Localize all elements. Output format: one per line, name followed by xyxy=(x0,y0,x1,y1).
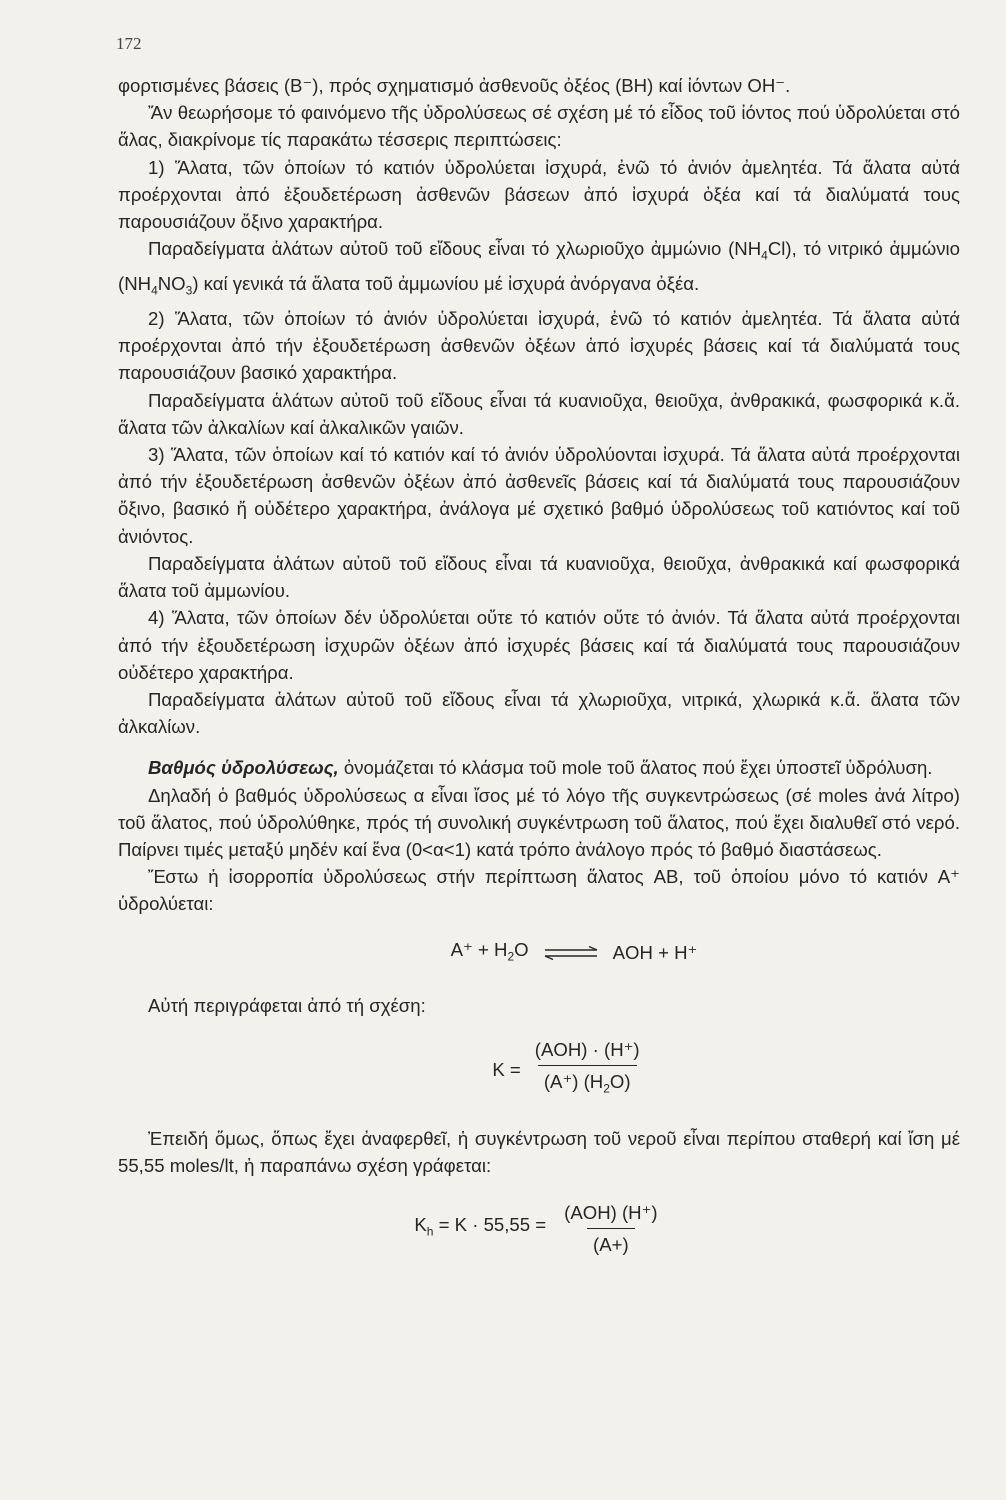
case-2-examples: Παραδείγματα ἁλάτων αὐτοῦ τοῦ εἴδους εἶναι τά κυανιοῦχα, θειοῦχα, ἀνθρακικά, φωσφορικά κ.ἄ. ἅλατα τῶν ἀλκαλίων καί ἀλκαλικῶν γαιῶν. xyxy=(118,389,960,438)
intro-paragraph: Ἄν θεωρήσομε τό φαινόμενο τῆς ὑδρολύσεως σέ σχέση μέ τό εἶδος τοῦ ἰόντος πού ὑδρολύεται στό ἅλας, διακρίνομε τίς παρακάτω τέσσερις περιπτώσεις: xyxy=(118,102,960,151)
case-4-examples: Παραδείγματα ἁλάτων αὐτοῦ τοῦ εἴδους εἶναι τά χλωριοῦχα, νιτρικά, χλωρικά κ.ἄ. ἅλατα τῶν ἀλκαλίων. xyxy=(118,688,960,738)
k-fraction xyxy=(529,1036,646,1103)
k-numerator: (AOH) · (H⁺) xyxy=(534,1038,640,1060)
reaction-right: AOH + H⁺ xyxy=(612,942,698,964)
degree-term: Βαθμός ὑδρολύσεως, xyxy=(148,757,339,779)
case-1: 1) Ἅλατα, τῶν ὁποίων τό κατιόν ὑδρολύεται ἰσχυρά, ἐνῶ τό ἀνιόν ἀμελητέα. Τά ἅλατα αὐτά προέρχονται ἀπό ἐξουδετέρωση ἀσθενῶν βάσεων ἀπό ἰσχυρά ὀξέα καί τά διαλύματά τους παρουσιάζουν ὄξινο χαρακτήρα. xyxy=(118,156,960,233)
k-denominator: (A⁺) $(H_2O)$ xyxy=(538,1065,637,1103)
page-body xyxy=(118,72,960,1259)
page-number: 172 xyxy=(116,34,142,53)
k-lhs: K = xyxy=(492,1058,521,1080)
case-2: 2) Ἅλατα, τῶν ὁποίων τό ἀνιόν ὑδρολύεται ἰσχυρά, ἐνῶ τό κατιόν ἀμελητέα. Τά ἅλατα αὐτά προέρχονται ἀπό τήν ἐξουδετέρωση ἀσθενῶν ὀξέων ἀπό ἰσχυρές βάσεις καί τά διαλύματά τους παρουσιάζουν βασικό χαρακτήρα. xyxy=(118,308,960,384)
reaction-left: $A^+ + H_2O$ xyxy=(450,938,529,964)
described-by: Αὐτή περιγράφεται ἀπό τή σχέση: xyxy=(148,995,426,1017)
case-1-examples: Παραδείγματα ἁλάτων αὐτοῦ τοῦ εἴδους εἶναι τό χλωριοῦχο ἀμμώνιο $(NH_4Cl)$, τό νιτρικό ἀμμώνιο $(NH_4NO_3)$ καί γενικά τά ἅλατα τοῦ ἀμμωνίου μέ ἰσχυρά ἀνόργανα ὀξέα. xyxy=(118,238,960,298)
degree-definition: Βαθμός ὑδρολύσεως, ὀνομάζεται τό κλάσμα τοῦ mole τοῦ ἅλατος πού ἔχει ὑποστεῖ ὑδρόλυση. xyxy=(148,757,933,779)
intro-line: φορτισμένες βάσεις (B⁻), πρός σχηματισμό ἀσθενοῦς ὀξέος (BH) καί ἰόντων OH⁻. xyxy=(118,75,791,96)
case-4: 4) Ἅλατα, τῶν ὁποίων δέν ὑδρολύεται οὔτε τό κατιόν οὔτε τό ἀνιόν. Τά ἅλατα αὐτά προέρχονται ἀπό τήν ἐξουδετέρωση ἰσχυρῶν ὀξέων ἀπό ἰσχυρές βάσεις καί τά διαλύματά τους παρουσιάζουν οὐδέτερο χαρακτήρα. xyxy=(118,607,960,683)
kh-numerator: (AOH) (H⁺) xyxy=(564,1202,658,1224)
hydrolysis-reaction xyxy=(118,936,960,971)
equilibrium-constant-equation xyxy=(118,1036,960,1103)
hydrolysis-constant-equation xyxy=(118,1199,960,1258)
kh-lhs: $K_h = K \cdot 55,55$ = xyxy=(414,1214,547,1240)
degree-paragraph: Δηλαδή ὁ βαθμός ὑδρολύσεως α εἶναι ἴσος μέ τό λόγο τῆς συγκεντρώσεως (σέ moles ἀνά λίτρο) τοῦ ἅλατος, πού ὑδρολύθηκε, πρός τή συνολική συγκέντρωση τοῦ ἅλατος, πού ἔχει διαλυθεῖ στό νερό. Παίρνει τιμές μεταξύ μηδέν καί ἕνα (0<α<1) κατά τρόπο ἀνάλογο πρός τό βαθμό διαστάσεως. xyxy=(118,784,960,860)
case-3: 3) Ἅλατα, τῶν ὁποίων καί τό κατιόν καί τό ἀνιόν ὑδρολύονται ἰσχυρά. Τά ἅλατα αὐτά προέρχονται ἀπό τήν ἐξουδετέρωση ἀσθενῶν ὀξέων ἀπό ἀσθενεῖς βάσεις καί τά διαλύματά τους παρουσιάζουν ὄξινο, βασικό ἤ οὐδέτερο χαρακτήρα, ἀνάλογα μέ σχετικό βαθμό ὑδρολύσεως τοῦ κατιόντος καί τοῦ ἀνιόντος. xyxy=(118,444,960,547)
equilibrium-paragraph: Ἔστω ἡ ἰσορροπία ὑδρολύσεως στήν περίπτωση ἅλατος AB, τοῦ ὁποίου μόνο τό κατιόν A⁺ ὑδρολύεται: xyxy=(118,866,960,915)
kh-fraction xyxy=(558,1199,663,1258)
equilibrium-arrow-icon xyxy=(541,946,601,960)
since-paragraph: Ἐπειδή ὅμως, ὅπως ἔχει ἀναφερθεῖ, ἡ συγκέντρωση τοῦ νεροῦ εἶναι περίπου σταθερή καί ἴση μέ 55,55 moles/lt, ἡ παραπάνω σχέση γράφεται: xyxy=(118,1127,960,1176)
kh-denominator: (A+) xyxy=(587,1228,635,1258)
case-3-examples: Παραδείγματα ἁλάτων αὐτοῦ τοῦ εἴδους εἶναι τά κυανιοῦχα, θειοῦχα, ἀνθρακικά καί φωσφορικά ἅλατα τοῦ ἀμμωνίου. xyxy=(118,552,960,602)
